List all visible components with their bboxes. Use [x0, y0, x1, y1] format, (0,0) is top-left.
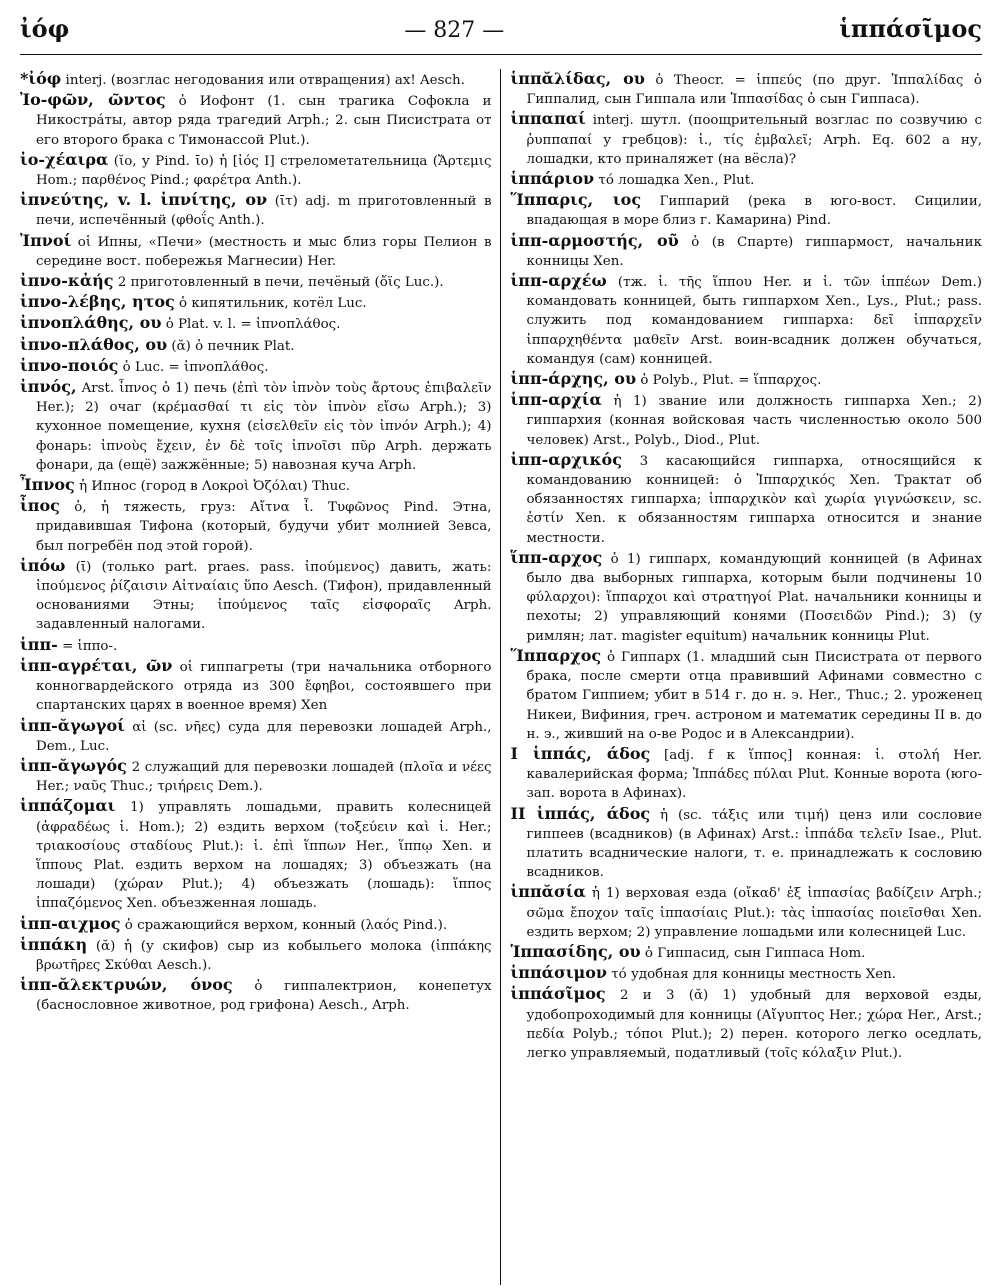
right-column: [500, 69, 983, 1285]
entry-headword: ἱππ-αγρέται, ῶν: [20, 655, 173, 675]
dictionary-entry: [20, 635, 492, 656]
entry-definition: ἡ Ипнос (город в Λοκροὶ Ὀζόλαι) Thuc.: [79, 479, 350, 495]
entry-headword: ἱππ-αρμοστής, οῦ: [510, 230, 679, 250]
entry-definition: ὁ гиппалектрион, конепетух (баснословное животное, род грифона) Aesch., Arph.: [36, 979, 492, 1014]
entry-definition: αἱ (sc. νῆες) суда для перевозки лошадей Arph., Dem., Luc.: [36, 719, 492, 754]
entry-definition: τό удобная для конницы местность Xen.: [611, 967, 897, 983]
entry-definition: ὁ Polyb., Plut. = ἵππαρχος.: [640, 373, 822, 389]
entry-definition: 2 служащий для перевозки лошадей (πλοῖα и νέες Her.; ναῦς Thuc.; τριήρεις Dem.).: [36, 759, 492, 795]
entry-headword: ἱππαπαί: [510, 109, 586, 129]
entry-definition: 2 приготовленный в печи, печёный (ὄϊς Luc.).: [117, 275, 444, 291]
entry-headword: ἱππᾰλίδας, ου: [510, 69, 645, 88]
entry-headword: ἱππ-αρχέω: [510, 271, 607, 291]
entry-headword: ἰπνο-λέβης, ητος: [20, 292, 175, 312]
entry-definition: (ῐο, у Pind. ῑο) ἡ [ἰός I] стрелометательница (Ἄρτεμις Hom.; παρθένος Pind.; φαρέτρα Anth.).: [36, 153, 492, 189]
entry-definition: ὁ Гиппасид, сын Гиппаса Hom.: [644, 945, 866, 961]
entry-headword: Ἵππαρις, ιος: [510, 190, 642, 210]
dictionary-entry: [20, 231, 492, 271]
entry-headword: ἵππ-αρχος: [510, 547, 603, 567]
entry-definition: ὁ Theocr. = ἱππεύς (по друг. Ἱππαλίδας ὁ Гиппалид, сын Гиппала или Ἱππασίδας ὁ сын Гиппаса).: [526, 73, 982, 108]
entry-headword: ἱππάριον: [510, 169, 595, 189]
dictionary-entry: [20, 496, 492, 556]
entry-headword: I ἱππάς, άδος: [510, 743, 651, 763]
entry-definition: (ᾰ) ὁ печник Plat.: [171, 338, 295, 354]
dictionary-entry: [511, 744, 983, 804]
dictionary-entry: [20, 796, 492, 913]
entry-headword: ἰπνο-ποιός: [20, 355, 119, 375]
dictionary-entry: [20, 475, 492, 496]
dictionary-entry: [20, 90, 492, 150]
dictionary-entry: [20, 377, 492, 475]
entry-definition: ὁ, ἡ тяжесть, груз: Αἴτνα ἶ. Τυφῶνος Pind. Этна, придавившая Тифона (который, будучи убит молнией Зевса, был погребён под этой горой).: [36, 500, 492, 554]
entry-headword: ἱππάσῖμος: [510, 984, 606, 1004]
entry-definition: ὁ Plat. v. l. = ἰπνοπλάθος.: [165, 317, 341, 333]
dictionary-entry: [20, 150, 492, 190]
entry-headword: ἰπνεύτης, v. l. ἰπνίτης, ον: [20, 190, 268, 210]
entry-definition: ὁ (в Спарте) гиппармост, начальник конницы Xen.: [526, 234, 982, 269]
entry-headword: ἱππ-ᾰγωγοί: [20, 715, 125, 735]
running-head: [20, 14, 982, 55]
dictionary-entry: [511, 231, 983, 271]
entry-definition: (ῑ) (только part. praes. pass. ἰπούμενος) давить, жать: ἰπούμενος ῥίζαισιν Αἰτναίαις ὕπο Aesch. (Тифон), придавленный основаниями Этны; ἰπούμενος ταῖς εἰσφοραῖς Arph. задавленный налогами.: [36, 559, 492, 633]
dictionary-entry: [511, 390, 983, 450]
entry-headword: II ἱππάς, άδος: [510, 803, 651, 823]
entry-headword: ἰπνοπλάθης, ου: [20, 313, 162, 333]
entry-definition: interj. шутл. (поощрительный возглас по созвучию с ῥυππαπαί у гребцов): ἱ., τίς ἐμβαλεῖ; Arph. Eq. 602 а ну, лошадки, кто приналяжет (на вёсла)?: [526, 113, 982, 167]
entry-definition: Arst. ἶπνος ὁ 1) печь (ἐπὶ τὸν ἰπνὸν τοὺς ἄρτους ἐπιβαλεῖν Her.); 2) очаг (κρέμασθαί τι εἰς τὸν ἰπνὸν εἴσω Arph.); 3) кухонное помещение, кухня (εἰσελθεῖν εἰς τὸν ἰπνόν Arph.); 4) фонарь: ἰπνοὺς ἔχειν, ἐν δὲ τοῖς ἰπνοῖσι πῦρ Arph. держать фонари, да (ещё) зажжённые; 5) навозная куча Arph.: [36, 381, 492, 473]
dictionary-entry: [20, 313, 492, 334]
dictionary-entry: [20, 716, 492, 756]
entry-definition: οἱ Ипны, «Печи» (местность и мыс близ горы Пелион в середине вост. побережья Магнесии) Her.: [36, 234, 492, 269]
entry-definition: ἡ 1) звание или должность гиппарха Xen.; 2) гиппархия (конная войсковая часть численностью около 500 человек) Arst., Polyb., Diod., Plut.: [526, 394, 982, 448]
dictionary-entry: [20, 935, 492, 975]
dictionary-entry: [20, 335, 492, 356]
dictionary-entry: [511, 190, 983, 230]
dictionary-entry: [511, 942, 983, 963]
dictionary-entry: [511, 984, 983, 1063]
entry-headword: ἱππ-αιχμος: [20, 913, 121, 933]
dictionary-entry: [20, 69, 492, 90]
entry-headword: Ἰο-φῶν, ῶντος: [20, 90, 166, 110]
entry-definition: 2 и 3 (ᾰ) 1) удобный для верховой езды, удобопроходимый для конницы (Αἴγυπτος Her.; χώρα Her., Arst.; πεδία Polyb.; τόποι Plut.); 2) перен. которого легко оседлать, легко управляемый, податливый (τοῖς κόλαξιν Plut.).: [526, 988, 982, 1061]
entry-definition: ἡ 1) верховая езда (οἴκαδ' ἐξ ἱππασίας βαδίζειν Arph.; σῶμα ἔποχον ταῖς ἱππασίαις Plut.): τὰς ἱππασίας ποιεῖσθαι Xen. ездить верхом; 2) управление лошадьми или колесницей Luc.: [526, 886, 982, 940]
entry-definition: τό лошадка Xen., Plut.: [598, 173, 755, 189]
dictionary-entry: [20, 292, 492, 313]
dictionary-entry: [511, 109, 983, 169]
entry-definition: (ᾰ) ἡ (у скифов) сыр из кобыльего молока (ἱππάκης βρωτῆρες Σκύθαι Aesch.).: [36, 938, 492, 973]
dictionary-entry: [20, 975, 492, 1015]
entry-headword: Ἰπνοί: [20, 230, 72, 250]
entry-definition: (ῑτ) adj. m приготовленный в печи, испечённый (φθοΐς Anth.).: [36, 194, 492, 229]
dictionary-entry: [20, 190, 492, 230]
entry-definition: Гиппарий (река в юго-вост. Сицилии, впадающая в море близ г. Камарина) Pind.: [526, 194, 982, 229]
entry-definition: ὁ Luc. = ἰπνοπλάθος.: [122, 359, 269, 375]
entry-definition: 3 касающийся гиппарха, относящийся к командованию конницей: ὁ Ἱππαρχικός Xen. Трактат об обязанностях гиппарха; ἱππαρχικὸν καὶ χωρία γιγνώσκειν, sc. ἐστίν Xen. к обязанностям гиппарха относится и знание местности.: [526, 453, 982, 546]
entry-headword: ἰπνο-πλάθος, ου: [20, 334, 168, 354]
entry-headword: ἱππ-ᾰλεκτρυών, όνος: [20, 975, 233, 995]
dictionary-entry: [511, 646, 983, 744]
entry-headword: ἰπνο-κἀής: [20, 271, 114, 291]
dictionary-entry: [20, 356, 492, 377]
entry-headword: ἰπόω: [20, 555, 66, 575]
page-number: — 827 —: [404, 18, 505, 43]
entry-headword: Ἶπνος: [20, 475, 75, 495]
entry-headword: Ἱππασίδης, ου: [510, 941, 641, 961]
entry-headword: ἱππ-ᾰγωγός: [20, 755, 127, 775]
entry-definition: οἱ гиппагреты (три начальника отборного конногвардейского отряда из 300 ἔφηβοι, состоявшего при спартанских царях в военное время) Xen: [36, 659, 492, 714]
dictionary-entry: [511, 548, 983, 646]
entry-headword: ἱππᾰσία: [510, 882, 586, 902]
entry-definition: ὁ Гиппарх (1. младший сын Писистрата от первого брака, после смерти отца правивший Афинами совместно с братом Гиппием; убит в 514 г. до н. э. Her., Thuc.; 2. уроженец Никеи, Вифиния, греч. астроном и математик середины II в. до н. э., живший на о-ве Родос и в Александрии).: [526, 649, 982, 742]
entry-definition: = ἱππο-.: [62, 638, 118, 654]
columns: [20, 69, 982, 1285]
dictionary-entry: [511, 450, 983, 548]
dictionary-entry: [511, 169, 983, 190]
entry-headword: ἱππ-: [20, 634, 58, 654]
entry-headword: ἱππάκη: [20, 934, 88, 954]
right-catchword: ἱππάσῖμος: [839, 14, 982, 43]
dictionary-entry: [511, 804, 983, 883]
entry-definition: 1) управлять лошадьми, править колесницей (ἀφραδέως ἱ. Hom.); 2) ездить верхом (τοξεύειν καὶ ἱ. Her.; τριακοσίους σταδίους Plut.): ἱ. ἐπὶ ἵππων Her., ἵππῳ Xen. и ἵππους Plat. ездить верхом на лошадях; 3) объезжать (на лошади) (χώραν Plut.); 4) объезжать (лошадь): ἵππος ἱππαζόμενος Xen. объезженная лошадь.: [36, 800, 492, 912]
dictionary-entry: [20, 656, 492, 716]
entry-headword: ἱππ-αρχία: [510, 390, 602, 410]
entry-headword: ἱππάζομαι: [20, 796, 116, 816]
entry-definition: interj. (возглас негодования или отвращения) ах! Aesch.: [65, 73, 465, 88]
entry-definition: (тж. ἱ. τῆς ἵππου Her. и ἱ. τῶν ἱππέων Dem.) командовать конницей, быть гиппархом Xen., Lys., Plut.; pass. служить под командованием гиппарха: δεῖ ἱππαρχεῖν ἱππαρχηθέντα μαθεῖν Arst. воин-всадник должен обучаться, командуя (сам) конницей.: [526, 275, 982, 367]
dictionary-entry: [511, 882, 983, 942]
entry-definition: [adj. f к ἵππος] конная: ἱ. στολή Her. кавалерийская форма; Ἱππάδες πύλαι Plut. Конные ворота (юго-зап. ворота в Афинах).: [526, 747, 982, 802]
entry-definition: ὁ Иофонт (1. сын трагика Софокла и Никострáты, автор ряда трагедий Arph.; 2. сын Писистрата от его второго брака с Тимонассой Plut.).: [36, 94, 492, 148]
dictionary-entry: [511, 69, 983, 109]
entry-headword: ἶπος: [20, 496, 60, 516]
entry-headword: ἱππάσιμον: [510, 963, 607, 983]
entry-headword: ἱππ-αρχικός: [510, 449, 622, 469]
entry-headword: Ἵππαρχος: [510, 645, 602, 665]
dictionary-entry: [511, 369, 983, 390]
entry-definition: ὁ сражающийся верхом, конный (λαός Pind.).: [124, 917, 448, 933]
dictionary-entry: [20, 556, 492, 635]
entry-definition: ὁ 1) гиппарх, командующий конницей (в Афинах было два выборных гиппарха, которым были подчинены 10 φύλαρχοι): ἵππαρχοι καὶ στρατηγοί Plat. начальники конницы и пехоты; 2) управляющий конями (Ποσειδῶν Pind.); 3) (у римлян; лат. magister equitum) начальник конницы Plut.: [526, 551, 982, 644]
dictionary-entry: [511, 271, 983, 369]
dictionary-entry: [20, 914, 492, 935]
dictionary-entry: [20, 271, 492, 292]
entry-headword: ἱππ-άρχης, ου: [510, 369, 637, 389]
entry-headword: ἰο-χέαιρα: [20, 149, 109, 169]
entry-definition: ὁ кипятильник, котёл Luc.: [179, 296, 367, 312]
dictionary-entry: [20, 756, 492, 796]
left-column: [20, 69, 500, 1285]
entry-definition: ἡ (sc. τάξις или τιμή) ценз или сословие гиппеев (всадников) (в Афинах) Arst.: ἱππάδα τελεῖν Isae., Plut. платить всаднические налоги, т. е. принадлежать к сословию всадников.: [526, 807, 982, 881]
entry-headword: ἰπνός,: [20, 377, 77, 397]
dictionary-entry: [511, 963, 983, 984]
left-catchword: ἰόφ: [20, 14, 70, 43]
entry-headword: *ἰόφ: [20, 69, 62, 88]
